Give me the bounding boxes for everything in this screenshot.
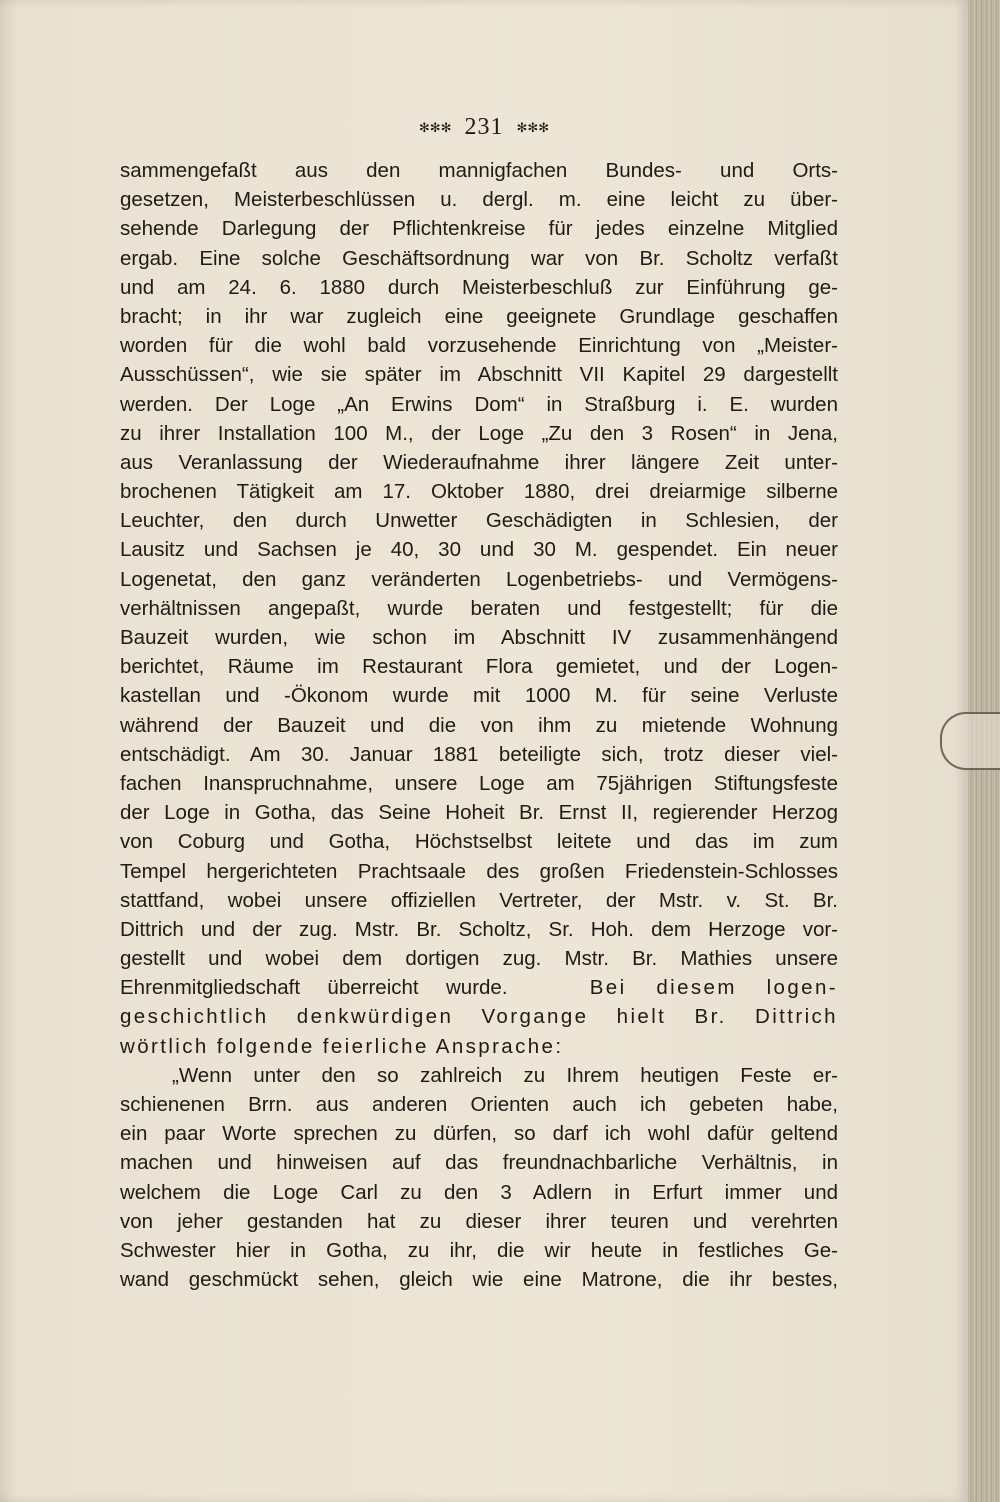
page-header <box>0 114 968 141</box>
text-line: sehende Darlegung der Pflichtenkreise für jedes einzelne Mitglied <box>120 217 838 241</box>
spaced-text-segment: Bei diesem logen- <box>589 976 838 1000</box>
thumb-index-tab <box>940 712 1000 770</box>
text-line: sammengefaßt aus den mannigfachen Bundes- und Orts- <box>120 159 838 182</box>
text-line-spaced: wörtlich folgende feierliche Ansprache: <box>120 1034 564 1058</box>
text-line: welchem die Loge Carl zu den 3 Adlern in Erfurt immer und <box>120 1180 838 1204</box>
text-segment: Ehrenmitgliedschaft überreicht wurde. <box>120 976 508 1000</box>
text-line: Leuchter, den durch Unwetter Geschädigten in Schlesien, der <box>120 509 838 533</box>
text-line: stattfand, wobei unsere offiziellen Vertreter, der Mstr. v. St. Br. <box>120 888 838 912</box>
text-line: Logenetat, den ganz veränderten Logenbetriebs- und Vermögens- <box>120 567 838 591</box>
text-line: berichtet, Räume im Restaurant Flora gemietet, und der Logen- <box>120 655 838 679</box>
text-line: Schwester hier in Gotha, zu ihr, die wir heute in festliches Ge- <box>120 1238 838 1262</box>
text-line: von Coburg und Gotha, Höchstselbst leitete und das im zum <box>120 830 838 854</box>
text-line: wand geschmückt sehen, gleich wie eine Matrone, die ihr bestes, <box>120 1268 838 1292</box>
ornament-right: ✻✻✻ <box>516 120 550 136</box>
text-line: gestellt und wobei dem dortigen zug. Mstr. Br. Mathies unsere <box>120 947 838 971</box>
text-line: und am 24. 6. 1880 durch Meisterbeschluß zur Einführung ge- <box>120 275 838 299</box>
text-line: Ausschüssen“, wie sie später im Abschnitt VII Kapitel 29 dargestellt <box>120 363 838 387</box>
text-line: werden. Der Loge „An Erwins Dom“ in Straßburg i. E. wurden <box>120 392 838 416</box>
text-line: machen und hinweisen auf das freundnachbarliche Verhältnis, in <box>120 1151 838 1175</box>
text-line: verhältnissen angepaßt, wurde beraten und festgestellt; für die <box>120 596 838 620</box>
body-text <box>120 156 838 1294</box>
page-number: 231 <box>464 114 504 140</box>
text-line: von jeher gestanden hat zu dieser ihrer teuren und verehrten <box>120 1209 838 1233</box>
text-line: Dittrich und der zug. Mstr. Br. Scholtz, Sr. Hoh. dem Herzoge vor- <box>120 917 838 941</box>
text-line-mixed <box>120 973 838 1002</box>
text-line: gesetzen, Meisterbeschlüssen u. dergl. m. eine leicht zu über- <box>120 188 838 212</box>
text-line: während der Bauzeit und die von ihm zu mietende Wohnung <box>120 713 838 737</box>
text-line: Tempel hergerichteten Prachtsaale des großen Friedenstein-Schlosses <box>120 859 838 883</box>
text-line-spaced: geschichtlich denkwürdigen Vorgange hielt Br. Dittrich <box>120 1005 838 1029</box>
text-line: schienenen Brrn. aus anderen Orienten auch ich gebeten habe, <box>120 1093 838 1116</box>
text-line: zu ihrer Installation 100 M., der Loge „Zu den 3 Rosen“ in Jena, <box>120 421 838 445</box>
text-line: fachen Inanspruchnahme, unsere Loge am 75jährigen Stiftungsfeste <box>120 771 838 795</box>
text-line: Bauzeit wurden, wie schon im Abschnitt IV zusammenhängend <box>120 626 838 649</box>
text-line: entschädigt. Am 30. Januar 1881 beteiligte sich, trotz dieser viel- <box>120 742 838 766</box>
text-line: worden für die wohl bald vorzusehende Einrichtung von „Meister- <box>120 334 838 358</box>
text-line: brochenen Tätigkeit am 17. Oktober 1880, drei dreiarmige silberne <box>120 480 838 504</box>
ornament-left: ✻✻✻ <box>418 120 452 136</box>
text-line: ein paar Worte sprechen zu dürfen, so darf ich wohl dafür geltend <box>120 1122 838 1146</box>
text-line: Lausitz und Sachsen je 40, 30 und 30 M. gespendet. Ein neuer <box>120 538 838 562</box>
text-line: ergab. Eine solche Geschäftsordnung war von Br. Scholtz verfaßt <box>120 246 838 270</box>
text-line: aus Veranlassung der Wiederaufnahme ihrer längere Zeit unter- <box>120 450 838 474</box>
text-line: der Loge in Gotha, das Seine Hoheit Br. Ernst II, regierender Herzog <box>120 801 838 825</box>
text-line: kastellan und -Ökonom wurde mit 1000 M. für seine Verluste <box>120 684 838 708</box>
text-line: „Wenn unter den so zahlreich zu Ihrem heutigen Feste er- <box>172 1063 838 1087</box>
text-line: bracht; in ihr war zugleich eine geeignete Grundlage geschaffen <box>120 304 838 328</box>
